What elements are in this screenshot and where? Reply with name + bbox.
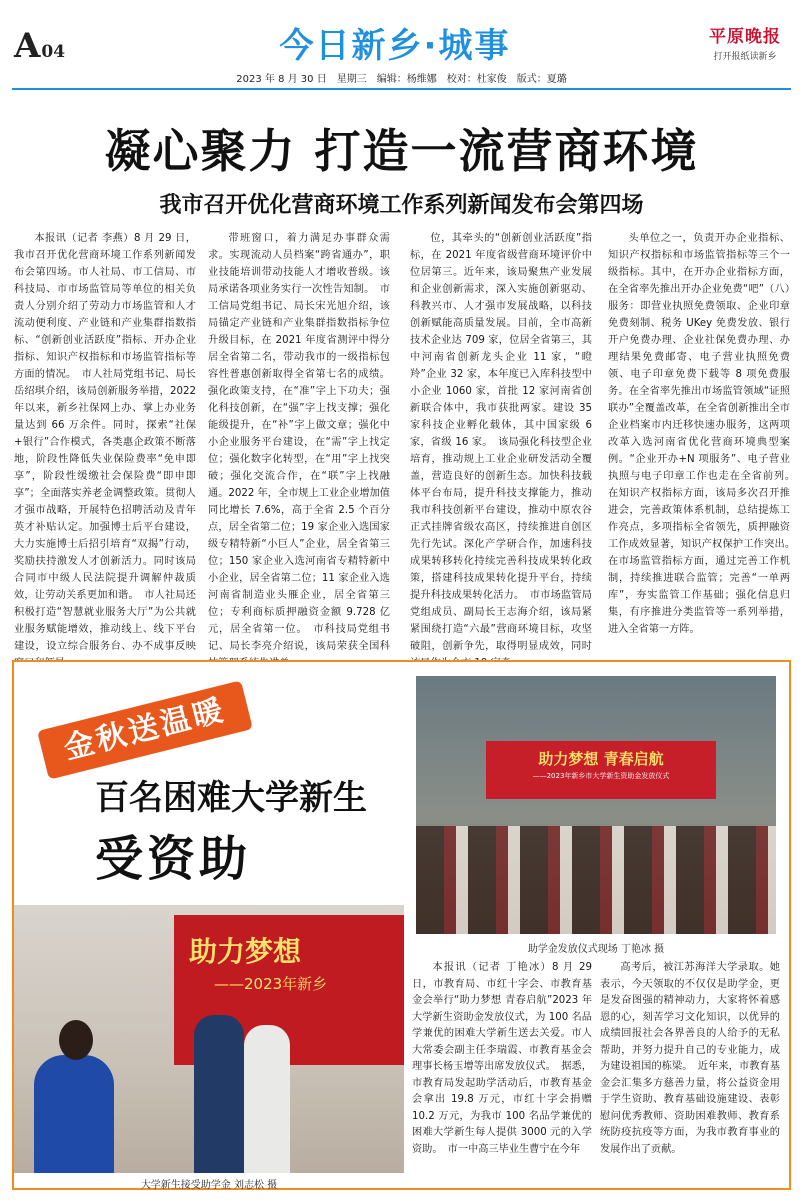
logo-text: 平原晚报 xyxy=(709,27,781,47)
audience xyxy=(416,826,776,934)
student-head xyxy=(59,1020,93,1060)
feature-text: 本报讯（记者 丁艳冰）8 月 29 日，市教育局、市红十字会、市教育基金会举行“助力梦想 青春启航”2023 年大学新生资助金发放仪式，为 100 名品学兼优的困难大学新生送去关爱。市人大常委会副主任李瑞霞、市教育基金会理事长杨玉增等出席发放仪式。 据悉，市教育局发起助学活动后，市教育基金会拿出 19.8 万元，市红十字会捐赠 10.2 万元，为我市 100 名品学兼优的困难大学新生每人提供 3000 元的入学资助。 市一中高三毕业生曹宁在今年 xyxy=(412,962,592,1155)
article-text: 头单位之一，负责开办企业指标、知识产权指标和市场监管指标等三个一级指标。其中，在开办企业指标方面，在全省率先推出开办企业免费“吧”（八）服务：即营业执照免费领取、企业印章免费刻制、税务 UKey 免费发放、银行开户免费办理、企业社保免费办理、办理结果免费邮寄、电子营业执照免费领、电子印章免费下载等 8 项免费服务。在全省率先推出市场监管领域“证照联办”全覆盖改革，在全省创新推出全市企业档案市内迁移快速办服务，这两项改革入选河南省优化营商环境典型案例。“企业开办+N 项服务”、电子营业执照与电子印章工作也走在全省前列。 在知识产权指标方面，该局多次召开推进会，完善政策体系机制，总结提炼工作亮点，多项指标全省领先，质押融资工作成效显著，知识产权保护工作突出。 在市场监管指标方面，通过完善工作机制，持续推进联合监管；完善“一单两库”，夯实监管工作基础；强化信息归集，有序推进分类监管等一系列举措，进入全省第一方阵。 xyxy=(608,233,801,635)
section-title: 今日新乡·城事 xyxy=(279,26,511,66)
date-editor-line: 2023 年 8 月 30 日 星期三 编辑：杨维娜 校对：杜家俊 版式：夏璐 xyxy=(236,74,567,85)
feature-title-line2: 受资助 xyxy=(95,831,252,887)
page-letter: A xyxy=(14,26,40,66)
article-text: 带班窗口，着力满足办事群众需求。实现流动人员档案“跨省通办”，职业技能培训带动技能人才增收普级。该局承诺各项业务实行一次性告知制。 市工信局党组书记、局长宋光旭介绍，该局锚定产业链和产业集群指数指标争位升级目标，在 2021 年度省测评中得分居全省第二名，带动我市的一级指标包容性普惠创新取得全省第七名的成绩。强化政策支持，在“准”字上下功夫；强化科技创新，在“强”字上找支撑；强化能级提升，在“补”字上做文章；强化中小企业服务平台建设，在“需”字上找定位；强化数字化转型，在“用”字上找突破；强化交流合作，在“联”字上找融通。2022 年，全市规上工业企业增加值同比增长 7.6%，高于全省 2.5 个百分点，居全省第二位；19 家企业入选国家级专精特新“小巨人”企业，居全省第三位；150 家企业入选河南省专精特新中小企业，居全省第二位；11 家企业入选河南省制造业头雁企业，居全省第三位；专利商标质押融资金额 9.728 亿元，居全省第一位。 市科技局党组书记、局长李亮介绍说，该局荣获全国科 xyxy=(208,233,390,652)
page-number xyxy=(14,26,65,66)
article-column-1 xyxy=(14,230,196,650)
stage-banner-subtext: ——2023年新乡市大学新生资助金发放仪式 xyxy=(532,772,670,780)
article-column-4 xyxy=(608,230,801,650)
newspaper-logo xyxy=(700,22,790,62)
feature-column-2 xyxy=(600,960,780,1182)
ceremony-photo-caption: 助学金发放仪式现场 丁艳冰 摄 xyxy=(527,944,665,955)
main-headline: 凝心聚力 打造一流营商环境 xyxy=(104,124,699,178)
masthead-divider xyxy=(12,88,791,90)
logo-tagline: 打开报纸读新乡 xyxy=(713,52,777,62)
students-photo xyxy=(14,905,404,1173)
ceremony-photo xyxy=(416,676,776,934)
main-subhead: 我市召开优化营商环境工作系列新闻发布会第四场 xyxy=(159,192,644,218)
page-num: 04 xyxy=(41,42,66,62)
official-figure xyxy=(244,1025,290,1173)
feature-banner: 金秋送温暖 xyxy=(37,680,253,779)
students-photo-caption: 大学新生接受助学金 刘志松 摄 xyxy=(140,1180,278,1191)
photo-banner-text: 助力梦想 xyxy=(189,935,302,968)
article-column-3 xyxy=(410,230,592,650)
student-figure xyxy=(34,1055,114,1173)
feature-title-line1: 百名困难大学新生 xyxy=(95,778,367,818)
feature-text: 高考后，被江苏海洋大学录取。她表示，今天领取的不仅仅是助学金，更是发奋图强的精神动力，大家将怀着感恩的心，刻苦学习文化知识，以优异的成绩回报社会各界善良的人给予的无私帮助，并努力提升自己的专业能力，成为建设祖国的栋梁。 近年来，市教育基金会汇集多方慈善力量，将公益资金用于学生资助、教育基础设施建设、表彰慰问优秀教师、资助困难教师、教育系统防疫抗疫等方面，为我市教育事业的发展作出了贡献。 xyxy=(600,962,780,1155)
article-text: 位，其牵头的“创新创业活跃度”指标，在 2021 年度省级营商环境评价中位居第三。近年来，该局聚焦产业发展和企业创新需求，深入实施创新驱动、科教兴市、人才强市发展战略，以科技创新赋能高质量发展。目前，全市高新技术企业达 709 家，位居全省第三，其中河南省创新龙头企业 11 家，“瞪羚”企业 32 家，本年度已入库科技型中小企业 1060 家，首批 12 家河南省创新联合体中，我市获批两家。建设 35 家科技企业孵化载体，其中国家级 6 家，省级 16 家。 该局强化科技型企业培育，推动规上工业企业研发活动全覆盖，营造良好的创新生态。加快科技载体平台布局，提升科技支撑能力，推动我市科技创新平台建设，推动中原农谷正式挂牌省级农高区，持续推进自创区先行先试。深化产学研合作，加速科技成果转移转化持续完善科技成果转化政策，搭建科技成果转化提升平台，持续提升科技成果转化活力。 市市场监管局党组成员、副局长王志海介绍，该局紧紧围绕打造“六最”营商环境目标，攻坚破阻，创新争先，取得明显成效，同时 xyxy=(410,233,592,652)
official-figure xyxy=(194,1015,244,1173)
article-column-2 xyxy=(208,230,390,650)
feature-column-1 xyxy=(412,960,592,1182)
photo-banner-subtext: ——2023年新乡 xyxy=(214,975,328,993)
stage-banner-text: 助力梦想 青春启航 xyxy=(538,750,664,768)
article-text: 本报讯（记者 李燕）8 月 29 日，我市召开优化营商环境工作系列新闻发布会第四场。市人社局、市工信局、市科技局、市市场监管局等单位的相关负责人分别介绍了劳动力市场监管和人才流动便利度、产业链和产业集群指数指标、“创新创业活跃度”指标、开办企业指标、知识产权指标和市场监管指标等方面的情况。 市人社局党组书记、局长岳绍琪介绍，该局创新服务举措，2022 年以来，新乡社保网上办、掌上办业务量达到 66 万余件。同时，探索“社保+银行”合作模式，各类惠企政策不断落地，阶段性降低失业保险费率“免申即享”，阶段性缓缴社会保险费“即申即享”；全面落实养老金调整政策。贯彻人才强市战略，开展特色招聘活动及青年英才补贴认定。加强博士后平台建设，大力实施博士后招引培育“双揭”行动，奖励扶持激发人才创新活力。同时该局合同市中级人民法院提升调解仲裁质效，让劳动关系更加和谐。 市人社局还积极打造“智慧就业服务大厅”为公共就业服务赋能增效，推动线上、线下平台建设，设立综合服务台、办不成事反映 xyxy=(14,233,196,652)
